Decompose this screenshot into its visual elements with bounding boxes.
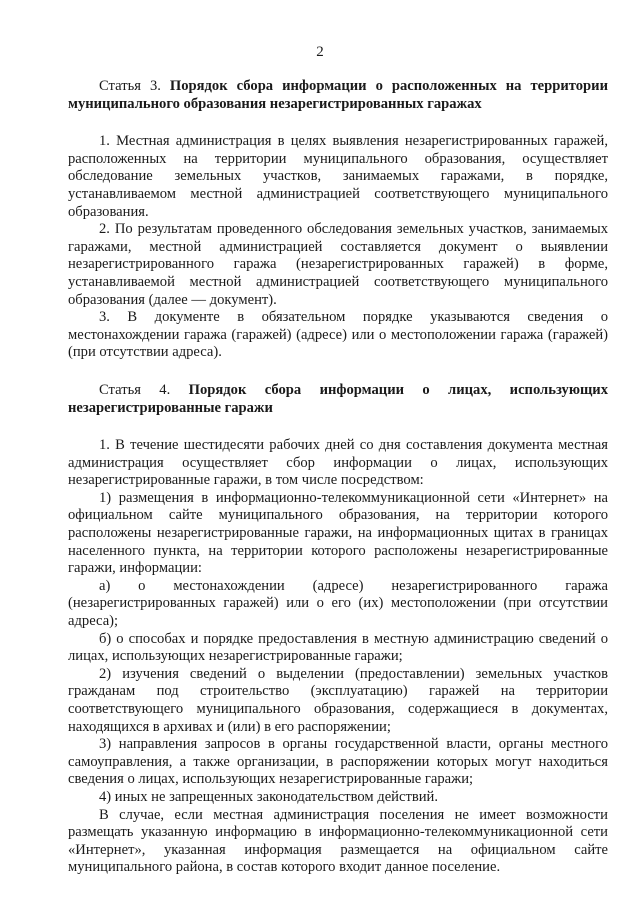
article-4-paragraph-1: 1. В течение шестидесяти рабочих дней со дня составления документа местная администрация осуществляет сбор информации о лицах, использующих незарегистрированные гаражи, в том числе посредством: [68, 437, 608, 489]
article-4-closing-paragraph: В случае, если местная администрация поселения не имеет возможности размещать указанную информацию в информационно-телекоммуникационной сети «Интернет», указанная информация размещается на официальном сайте муниципального района, в состав которого входит данное поселение. [68, 806, 608, 876]
article-3-label: Статья 3. [99, 78, 161, 94]
section-gap [68, 362, 608, 382]
article-4-item-1: 1) размещения в информационно-телекоммуникационной сети «Интернет» на официальном сайте муниципального образования, на территории которого расположены незарегистрированные гаражи, на информационных щитах в границах населенного пункта, на территории которого расположены незарегистрированные гаражи, информации: [68, 489, 608, 577]
article-4-item-3: 3) направления запросов в органы государственной власти, органы местного самоуправления, а также организации, в распоряжении которых могут находиться сведения о лицах, использующих незарегистрированные гаражи; [68, 736, 608, 788]
article-4-item-1a: а) о местонахождении (адресе) незарегистрированного гаража (незарегистрированных гаражей) или о его (их) местоположении (при отсутствии адреса); [68, 577, 608, 630]
article-3-paragraph-2: 2. По результатам проведенного обследования земельных участков, занимаемых гаражами, местной администрацией составляется документ о выявлении незарегистрированного гаража (незарегистрированных гаражей) в форме, устанавливаемой местной администрацией соответствующего муниципального образования (далее — документ). [68, 221, 608, 308]
article-4-item-2: 2) изучения сведений о выделении (предоставлении) земельных участков гражданам под строительство (эксплуатацию) гаражей на территории соответствующего муниципального образования, содержащиеся в документах, находящихся в архивах и (или) в его распоряжении; [68, 665, 608, 735]
article-4-label: Статья 4. [99, 381, 171, 398]
article-3-heading [68, 78, 608, 113]
article-3-title: Порядок сбора информации о расположенных на территории муниципального образования незарегистрированных гаражах [68, 78, 608, 112]
page-number: 2 [316, 44, 324, 60]
article-3-paragraph-3: 3. В документе в обязательном порядке указываются сведения о местонахождении гаража (гаражей) (адресе) или о местоположении гаража (гаражей) (при отсутствии адреса). [68, 309, 608, 361]
article-3-paragraph-1: 1. Местная администрация в целях выявления незарегистрированных гаражей, расположенных на территории муниципального образования, осуществляет обследование земельных участков, занимаемых гаражами, в порядке, устанавливаемом местной администрацией соответствующего муниципального образования. [68, 133, 608, 220]
document-body [68, 78, 608, 877]
article-4-heading [68, 382, 608, 417]
article-4-title: Порядок сбора информации о лицах, использующих незарегистрированные гаражи [68, 381, 608, 416]
article-4-item-4: 4) иных не запрещенных законодательством действий. [99, 788, 438, 805]
article-4-item-1b: б) о способах и порядке предоставления в местную администрацию сведений о лицах, использующих незарегистрированные гаражи; [68, 630, 608, 665]
